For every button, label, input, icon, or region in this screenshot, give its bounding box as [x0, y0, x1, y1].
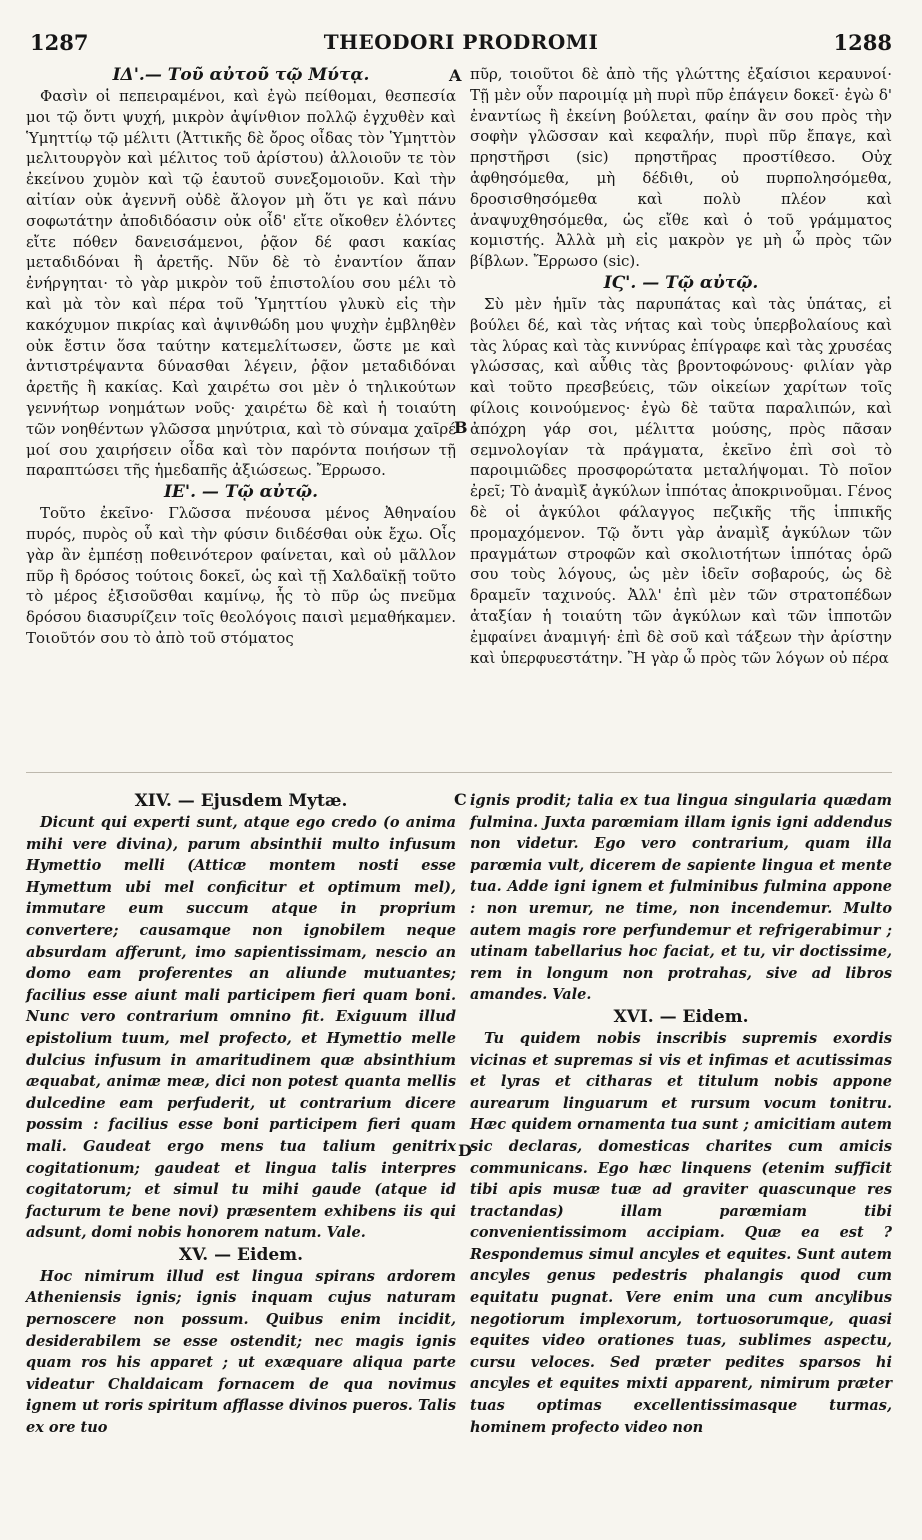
margin-letter-c: C — [454, 790, 467, 809]
letter-body-14-latin: Dicunt qui experti sunt, atque ego credo (o anima mihi vere divina), parum absinthii multo infusum Hymettio melli (Atticæ montem nosti esse Hymettum ubi mel conficitur et optimum mel), immutare eum succum atque in proprium convertere; causamque non ignobilem neque absurdam afferunt, imo sapientissimam, nescio an domo eam proferentes an aliunde mutuantes; facilius esse aiunt mali participem fieri quam boni. Nunc vero contrarium omnino fit. Exiguum illud epistolium tuum, mel profecto, et Hymettio melle dulcius infusum in amaritudinem quæ absinthium æquabat, animæ meæ, dici non potest quanta mellis dulcedine eam perfuderit, ut contrarium dicere possim : facilius esse boni participem fieri quam mali. Gaudeat ergo mens tua talium genitrix cogitationum; gaudeat et lingua talis interpres cogitatorum; et simul tu mihi gaude (atque id facturum te bene novi) præsentem exhibens iis qui adsunt, domi nobis honorem natum. Vale. — [26, 814, 456, 1242]
letter-body-15-latin-continued: ignis prodit; talia ex tua lingua singularia quædam fulmina. Juxta parœmiam illam ignis igni addendus non videtur. Ego vero contrarium, quam illa parœmia vult, dicerem de sapiente lingua et mente tua. Adde igni ignem et fulminibus fulmina appone : non uremur, ne time, non incendemur. Multo autem magis rore perfundemur et refrigerabimur ; utinam tabellarius hoc faciat, et tu, vir doctissime, rem in longum non protrahas, sive ad libros amandes. Vale. — [470, 792, 892, 1004]
letter-body-15-latin: Hoc nimirum illud est lingua spirans ardorem Atheniensis ignis; ignis inquam cujus naturam pernoscere non possum. Quibus enim incidit, desiderabilem se esse ostendit; nec magis ignis quam ros his apparet ; ut exæquare aliqua parte videatur Chaldaicam fornacem de qua novimus ignem ut roris spiritum afflasse divinos pueros. Talis ex ore tuo — [26, 1267, 456, 1437]
letter-title-15-greek: ΙΕ'. — Τῷ αὐτῷ. — [163, 482, 319, 503]
page-number-left: 1287 — [30, 30, 89, 55]
latin-column-right — [470, 790, 892, 1438]
letter-body-15-greek: Τοῦτο ἐκεῖνο· Γλῶσσα πνέουσα μένος Ἀθηναίου πυρός, πυρὸς οὗ καὶ τὴν φύσιν διιδέσθαι οὐκ ἔχω. Οἷς γὰρ ἂν ἐμπέσῃ ποθεινότερον φαίνεται, καὶ οὐ μᾶλλον πῦρ ἢ δρόσος τούτοις δοκεῖ, ὡς καὶ τῇ Χαλδαϊκῇ τοῦτο τὸ μέρος ἐξισοῦσθαι καμίνῳ, ἧς τὸ πῦρ ὡς πνεῦμα δρόσου διασυρίζειν τοῖς θεολόγοις παισὶ μεμαθήκαμεν. Τοιοῦτόν σου τὸ ἀπὸ τοῦ στόματος — [26, 504, 456, 647]
letter-body-16-latin: Tu quidem nobis inscribis supremis exordis vicinas et supremas si vis et infimas et acutissimas et lyras et citharas et titulum nobis appone aurearum linguarum et rursum vocum tonitru. Hæc quidem ornamenta tua sunt ; amicitiam autem sic declaras, domesticas charites cum amicis communicans. Ego hæc linquens (etenim sufficit tibi apis musæ tuæ ad graviter quascunque res tractandas) illam parœmiam tibi convenientissimom accipiam. Quæ ea est ? Respondemus simul ancyles et equites. Sunt autem ancyles genus pedestris phalangis quod cum equitatu pugnat. Vere enim una cum ancylibus negotiorum implexorum, tortuosorumque, quasi equites video orationes tuas, sublimes aspectu, cursu veloces. Sed præter pedites sparsos hi ancyles et equites mixti apparent, nimirum præter tuas optimas excellentissimasque turmas, hominem profecto video non — [470, 1029, 892, 1436]
greek-column-right — [470, 64, 892, 668]
latin-column-left — [26, 790, 456, 1439]
letter-title-14-latin: XIV. — Ejusdem Mytæ. — [134, 791, 348, 811]
letter-body-16-greek: Σὺ μὲν ἡμῖν τὰς παρυπάτας καὶ τὰς ὑπάτας, εἰ βούλει δέ, καὶ τὰς νήτας καὶ τοὺς ὑπερβολαίους καὶ τὰς λύρας καὶ τὰς κιννύρας ἐπίγραφε καὶ τὰς χρυσέας γλώσσας, καὶ αὖθις τὰς βροντοφώνους· φιλίαν γὰρ καὶ τοῦτο πρεσβεύεις, τῶν οἰκείων χαρίτων τοῖς φίλοις κοινούμενος· ἐγὼ δὲ ταῦτα παραλιπών, καὶ ἀπόχρη γάρ σοι, μέλιττα μούσης, πρὸς πᾶσαν σεμνολογίαν τὰ πράγματα, ἐκεῖνο ἐπὶ σοὶ τὸ παροιμιῶδες προσφορώτατα μεταλήψομαι. Τὸ ποῖον ἐρεῖ; Τὸ ἀναμὶξ ἀγκύλων ἱππότας ἀποκρινοῦμαι. Γένος δὲ οἱ ἀγκύλοι φάλαγγος πεζικῆς τῆς ἱππικῆς προμαχόμενον. Τῷ ὄντι γὰρ ἀναμὶξ ἀγκύλων τῶν πραγμάτων στροφῶν καὶ σκολιοτήτων ἱππότας ὁρῶ σου τοὺς λόγους, ὡς μὲν ἰδεῖν σοβαρούς, ὡς δὲ δραμεῖν ταχινούς. Ἀλλ' ἐπὶ μὲν τῶν στρατοπέδων ἀταξίαν ἡ τοιαύτη τῶν ἀγκύλων καὶ τῶν ἱπποτῶν ἐμφαίνει ἀναμιγή· ἐπὶ δὲ σοῦ καὶ τάξεων τὴν ἀρίστην καὶ ὑπερφυεστάτην. Ἢ γὰρ ὦ πρὸς τῶν λόγων οὐ πέρα — [470, 294, 893, 667]
page-header — [30, 30, 892, 58]
letter-body-15-greek-continued: πῦρ, τοιοῦτοι δὲ ἀπὸ τῆς γλώττης ἐξαίσιοι κεραυνοί· Τῇ μὲν οὖν παροιμίᾳ μὴ πυρὶ πῦρ ἐπάγειν δοκεῖ· ἐγὼ δ' ἐναντίως ἢ ἐκείνη βούλεται, φαίην ἂν σου πρὸς τὴν σοφὴν γλῶσσαν καὶ κεφαλήν, πυρὶ πῦρ ἔπαγε, καὶ πρηστῆρσι (sic) πρηστῆρας προστίθεσο. Οὐχ ἀφθησόμεθα, μὴ δέδιθι, οὐ πυρπολησόμεθα, δροσισθησόμεθα καὶ πολὺ πλέον καὶ ἀναψυχθησόμεθα, ὡς εἴθε καὶ ὁ τοῦ γράμματος κομιστής. Ἀλλὰ μὴ εἰς μακρὸν γε μὴ ὦ πρὸς τῶν βίβλων. Ἔρρωσο (sic). — [470, 65, 892, 271]
letter-title-14-greek: ΙΔ'.— Τοῦ αὐτοῦ τῷ Μύτᾳ. — [112, 65, 370, 85]
letter-body-14-greek: Φασὶν οἱ πεπειραμένοι, καὶ ἐγὼ πείθομαι, θεσπεσία μοι τῷ ὄντι ψυχή, μικρὸν ἀψίνθιον πολλῷ ἐγχυθὲν καὶ Ὑμηττίῳ τῷ μέλιτι (Ἀττικῆς δὲ ὄρος οἶδας τὸν Ὑμηττὸν μελιτουργὸν καὶ μέλιτος τοῦ ἀρίστου) ἀλλοιοῦν τε τὸν ἐκείνου χυμὸν καὶ τῷ ἑαυτοῦ συνεξομοιοῦν. Καὶ τὴν αἰτίαν οὐκ ἀγεννῆ οὐδὲ ἄλογον μὴ ὅτι γε καὶ πάνυ σοφωτάτην ἀποδιδόασιν οὐκ οἶδ' εἴτε οἴκοθεν ἑλόντες εἴτε πόθεν δανεισάμενοι, ῥᾷον δέ φασι κακίας μεταδιδόναι ἢ ἀρετῆς. Νῦν δὲ τὸ ἐναντίον ἅπαν ἐνήργηται· τὸ γὰρ μικρὸν τοῦ ἐπιστολίου σου μέλι τὸ καὶ μὰ τὸν καὶ πέρα τοῦ Ὑμηττίου γλυκὺ εἰς τὴν κακόχυμον πικρίας καὶ ἀψινθώδη μου ψυχὴν ἐμβληθὲν οὐκ ἔστιν ὅσα ταύτην κατεμελίτωσεν, ὥστε με καὶ ἀντιστρέψαντα δύνασθαι λέγειν, ῥᾷον μεταδιδόναι ἀρετῆς ἢ κακίας. Καὶ χαιρέτω σοι μὲν ὁ τηλικούτων γεννήτωρ νοημάτων νοῦς· χαιρέτω δὲ καὶ ἡ τοιαύτη τῶν νοηθέντων γλῶσσα μηνύτρια, καὶ τὸ σύναμα χαῖρέ μοί σου χαιρήσειν οἶδα καὶ τὸν παρόντα ποιήσων τῇ παραπτώσει τῆς ἡμεδαπῆς ἀξιώσεως. Ἔρρωσο. — [26, 87, 456, 480]
letter-title-16-greek: ΙϚ'. — Τῷ αὐτῷ. — [603, 272, 759, 293]
letter-title-16-latin: XVI. — Eidem. — [613, 1006, 749, 1027]
margin-letter-a: A — [449, 66, 462, 85]
letter-title-15-latin: XV. — Eidem. — [178, 1244, 304, 1265]
margin-letter-b: B — [454, 418, 468, 437]
running-title: THEODORI PRODROMI — [323, 30, 599, 54]
section-divider — [26, 772, 892, 773]
margin-letter-d: D — [458, 1141, 472, 1160]
page-number-right: 1288 — [833, 30, 892, 55]
greek-column-left — [26, 64, 456, 649]
